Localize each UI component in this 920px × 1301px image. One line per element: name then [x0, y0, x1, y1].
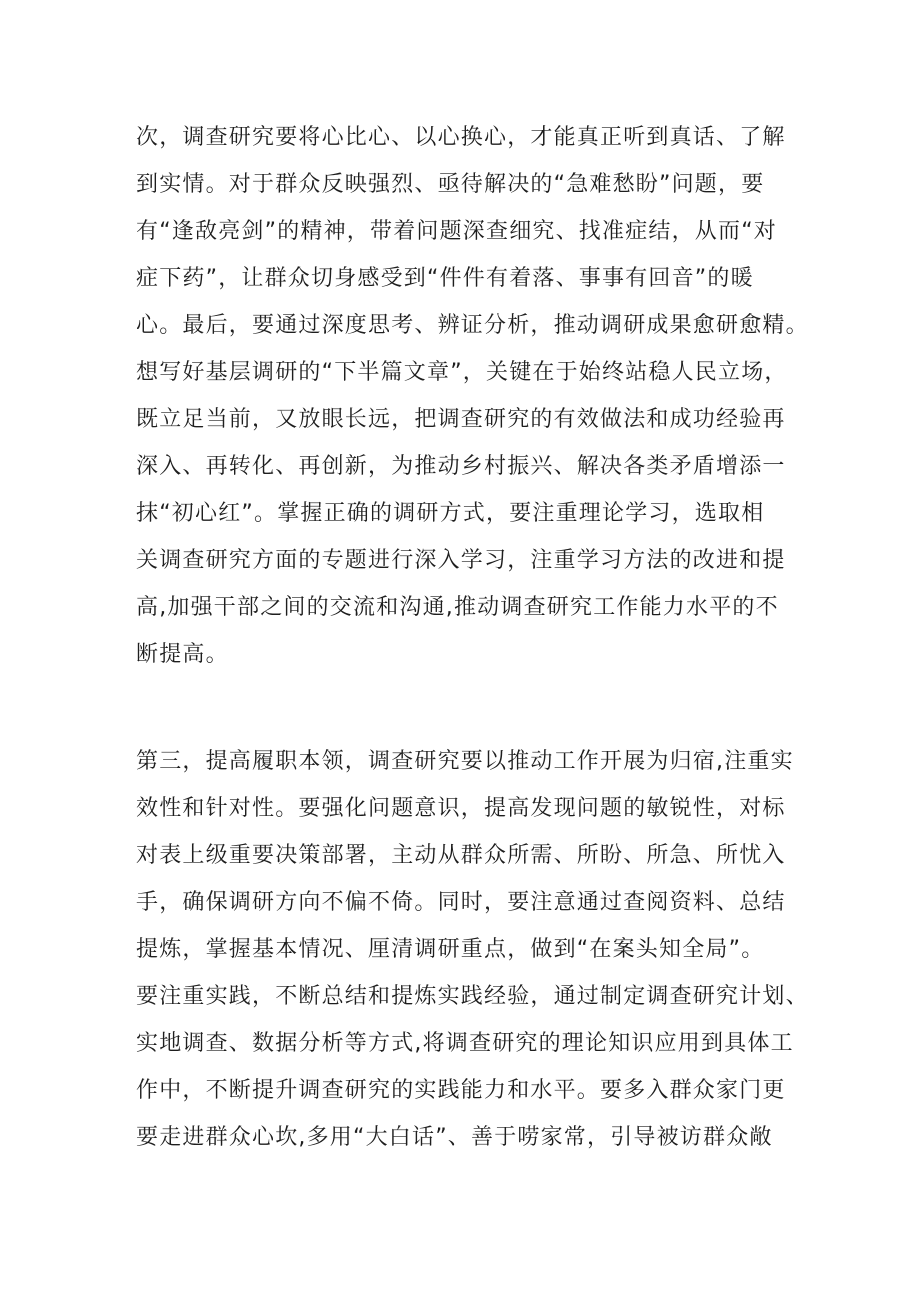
- text-line: 关调查研究方面的专题进行深入学习，注重学习方法的改进和提: [136, 548, 786, 573]
- text-line: 到实情。对于群众反映强烈、亟待解决的“急难愁盼”问题，要: [136, 172, 765, 197]
- text-line: 断提高。: [136, 642, 229, 667]
- text-line: 对表上级重要决策部署，主动从群众所需、所盼、所急、所忧入: [136, 843, 786, 868]
- text-line: 深入、再转化、再创新，为推动乡村振兴、解决各类矛盾增添一: [136, 454, 786, 479]
- text-line: 症下药”，让群众切身感受到“件件有着落、事事有回音”的暖: [136, 266, 754, 291]
- text-line: 效性和针对性。要强化问题意识，提高发现问题的敏锐性，对标: [136, 796, 786, 821]
- text-line: 次，调查研究要将心比心、以心换心，才能真正听到真话、了解: [136, 125, 786, 150]
- text-line: 手，确保调研方向不偏不倚。同时，要注意通过查阅资料、总结: [136, 890, 786, 915]
- text-line: 要注重实践，不断总结和提炼实践经验，通过制定调查研究计划、: [136, 984, 809, 1009]
- text-line: 高,加强干部之间的交流和沟通,推动调查研究工作能力水平的不: [136, 595, 779, 620]
- text-line: 要走进群众心坎,多用“大白话”、善于唠家常，引导被访群众敞: [136, 1125, 773, 1150]
- text-line: 抹“初心红”。掌握正确的调研方式，要注重理论学习，选取相: [136, 501, 765, 526]
- text-line: 第三，提高履职本领，调查研究要以推动工作开展为归宿,注重实: [136, 749, 794, 774]
- text-line: 提炼，掌握基本情况、厘清调研重点，做到“在案头知全局”。: [136, 937, 765, 962]
- text-line: 作中，不断提升调查研究的实践能力和水平。要多入群众家门更: [136, 1078, 786, 1103]
- text-line: 既立足当前，又放眼长远，把调查研究的有效做法和成功经验再: [136, 407, 786, 432]
- text-line: 想写好基层调研的“下半篇文章”，关键在于始终站稳人民立场，: [136, 360, 788, 385]
- text-line: 实地调查、数据分析等方式,将调查研究的理论知识应用到具体工: [136, 1031, 794, 1056]
- text-line: 心。最后，要通过深度思考、辨证分析，推动调研成果愈研愈精。: [136, 313, 809, 338]
- text-line: 有“逢敌亮剑”的精神，带着问题深查细究、找准症结，从而“对: [136, 219, 777, 244]
